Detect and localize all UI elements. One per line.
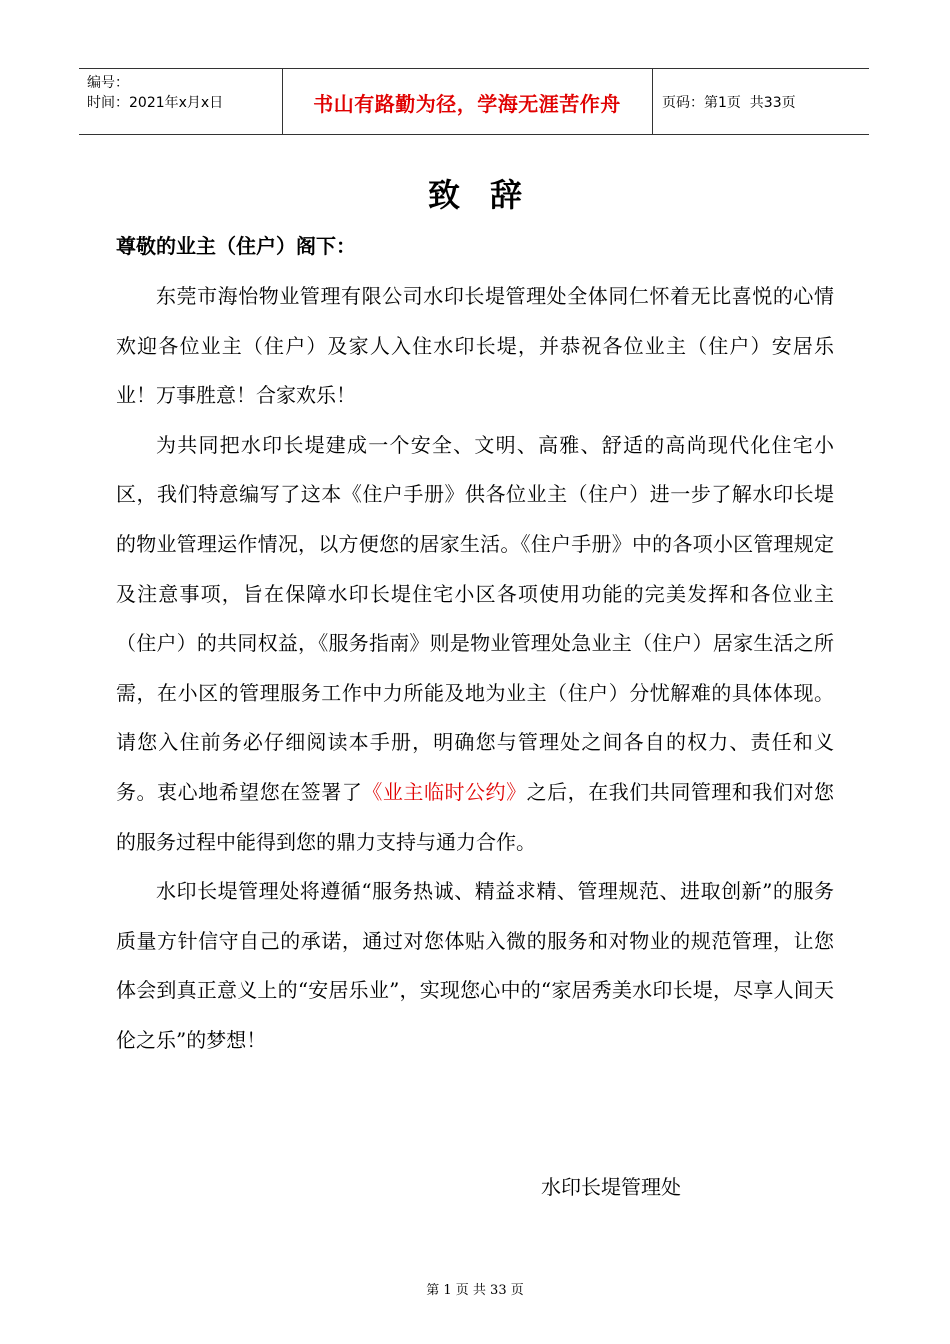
header-motto: 书山有路勤为径，学海无涯苦作舟: [313, 91, 621, 116]
paragraph-handbook-text: 为共同把水印长堤建成一个安全、文明、高雅、舒适的高尚现代化住宅小区，我们特意编写了这本《住户手册》供各位业主（住户）进一步了解水印长堤的物业管理运作情况，以方便您的居家生活。《住户手册》中的各项小区管理规定及注意事项，旨在保障水印长堤住宅小区各项使用功能的完美发挥和各位业主（住户）的共同权益，《服务指南》则是物业管理处急业主（住户）居家生活之所需，在小区的管理服务工作中力所能及地为业主（住户）分忧解难的具体体现。请您入住前务必仔细阅读本手册，明确您与管理处之间各自的权力、责任和义务。衷心地希望您在签署了: [116, 432, 834, 804]
header-meta: [87, 73, 282, 113]
paragraph-commitment: 水印长堤管理处将遵循“服务热诚、精益求精、管理规范、进取创新”的服务质量方针信守自己的承诺，通过对您体贴入微的服务和对物业的规范管理，让您体会到真正意义上的“安居乐业”，实现您心中的“家居秀美水印长堤，尽享人间天伦之乐”的梦想！: [116, 879, 834, 1052]
owner-covenant-link[interactable]: 《业主临时公约》: [362, 779, 527, 804]
letter-body: [116, 272, 834, 1066]
salutation: 尊敬的业主（住户）阁下：: [116, 234, 356, 258]
header-divider: [652, 69, 653, 135]
document-header: [79, 68, 869, 135]
paragraph-handbook-text-end: 之后，在我们共同管理和我们对您的服务过程中能得到您的鼎力支持与通力合作。: [116, 779, 835, 854]
document-number-label: 编号：: [87, 75, 129, 91]
paragraph-welcome: 东莞市海怡物业管理有限公司水印长堤管理处全体同仁怀着无比喜悦的心情欢迎各位业主（住户）及家人入住水印长堤，并恭祝各位业主（住户）安居乐业！万事胜意！合家欢乐！: [116, 284, 834, 408]
page-footer: 第 1 页 共 33 页: [426, 1283, 524, 1298]
header-page-info: 页码：第1页 共33页: [662, 95, 796, 111]
page-title: 致辞: [427, 176, 552, 214]
paragraph-handbook: [116, 421, 834, 867]
document-date: 时间：2021年x月x日: [87, 95, 224, 111]
signature: 水印长堤管理处: [541, 1175, 681, 1199]
